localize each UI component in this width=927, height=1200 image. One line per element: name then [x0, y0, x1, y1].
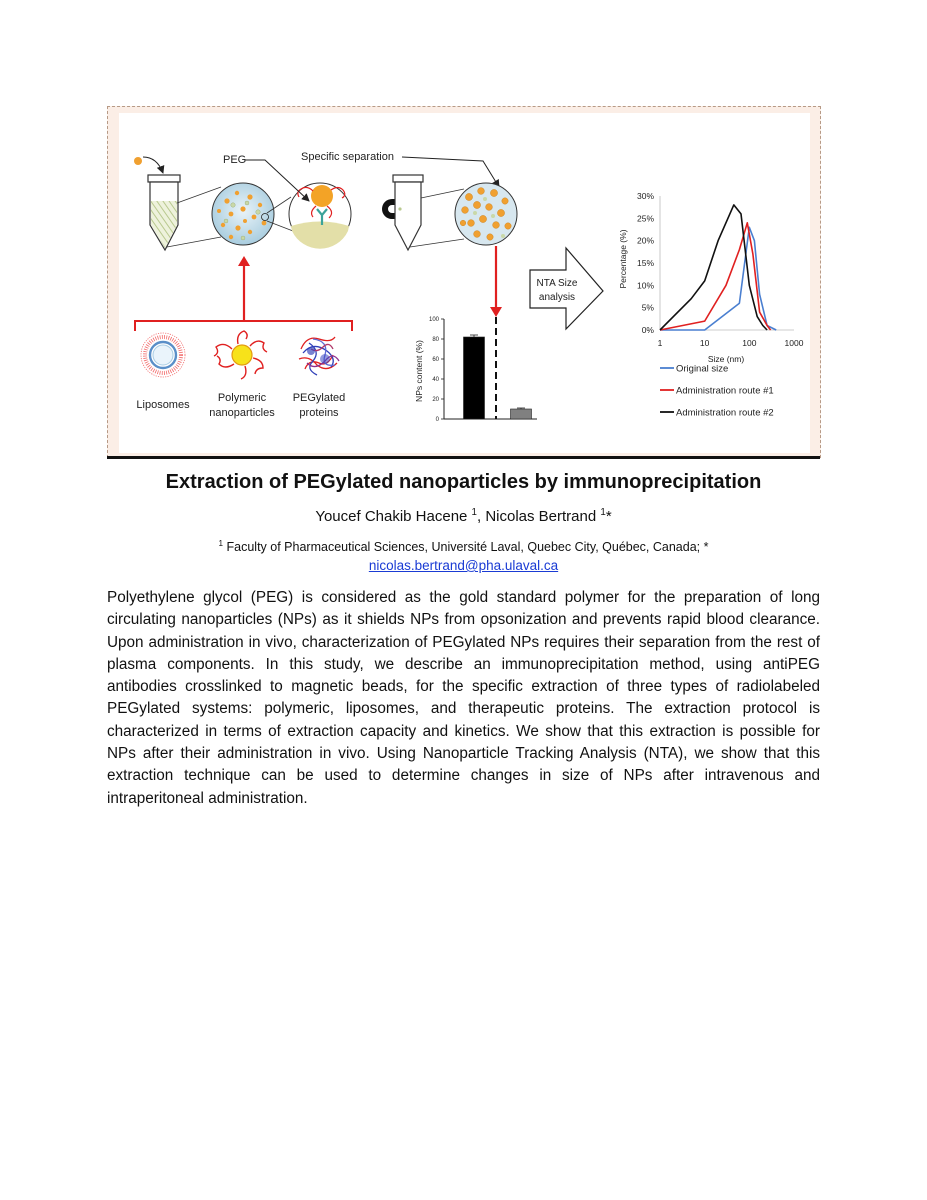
line-chart-xlabel: Size (nm) — [707, 354, 745, 364]
polymeric-label-line1: Polymeric — [217, 392, 267, 404]
line-chart-ytick-label: 30% — [636, 191, 654, 201]
line-chart-ytick-label: 25% — [636, 213, 654, 224]
bar-chart-ytick-label: 20 — [432, 397, 439, 403]
legend-label-1: Original size — [676, 363, 729, 375]
line-chart-xtick-label: 10 — [699, 338, 710, 348]
line-chart-ytick-label: 10% — [636, 280, 654, 291]
nta-size-analysis-arrow — [530, 248, 603, 329]
paper-title: Extraction of PEGylated nanoparticles by immunoprecipitation — [165, 471, 762, 493]
email-link[interactable]: nicolas.bertrand@pha.ulaval.ca — [368, 558, 559, 573]
polymeric-label-line2: nanoparticles — [209, 407, 275, 419]
bar-2 — [511, 409, 532, 419]
plasma-dish — [212, 183, 274, 245]
line-chart-ytick-label: 5% — [641, 302, 654, 313]
legend-label-3: Administration route #2 — [676, 407, 774, 419]
polymeric-nanoparticle-icon — [214, 331, 267, 379]
bar-chart-ytick-label: 40 — [432, 377, 439, 383]
size-distribution-line-chart — [618, 191, 804, 419]
nanoparticle-dot — [134, 157, 142, 165]
contact-email — [0, 558, 927, 573]
bead-closeup-dish — [289, 183, 351, 249]
affiliation — [0, 540, 927, 554]
graphical-abstract-svg — [119, 113, 810, 453]
liposome-icon — [141, 333, 185, 377]
author-separator: , Nicolas Bertrand — [476, 508, 601, 525]
beads-dish — [455, 183, 517, 245]
affiliation-text: Faculty of Pharmaceutical Sciences, Université Laval, Quebec City, Québec, Canada; * — [223, 540, 709, 554]
line-chart-ylabel: Percentage (%) — [618, 229, 628, 289]
nps-content-bar-chart — [414, 317, 537, 423]
corresponding-mark: * — [605, 508, 612, 525]
line-chart-ytick-label: 20% — [636, 235, 654, 246]
graphical-abstract — [107, 106, 821, 458]
author-line — [0, 508, 927, 525]
affiliation-number: 1 — [218, 538, 224, 548]
graphical-abstract-panel — [119, 113, 810, 453]
bar-chart-ytick-label: 0 — [435, 417, 439, 423]
line-chart-xtick-label: 1000 — [784, 338, 804, 348]
bar-chart-ytick-label: 100 — [428, 317, 439, 323]
pegylated-label-line2: proteins — [299, 407, 339, 419]
line-chart-ytick-label: 15% — [636, 258, 654, 268]
pegylated-label-line1: PEGylated — [292, 392, 346, 404]
author-1-affiliation: 1 — [471, 507, 477, 518]
liposomes-label: Liposomes — [136, 399, 190, 411]
author-2-affiliation: 1 — [600, 507, 606, 518]
figure-bottom-rule — [107, 456, 820, 459]
nanoparticle-core — [311, 185, 333, 207]
line-chart-xtick-label: 1 — [657, 338, 663, 348]
nta-label-line1: NTA Size — [536, 278, 578, 289]
peg-label: PEG — [223, 154, 247, 166]
bar-1 — [464, 337, 485, 419]
bar-chart-ylabel: NPs content (%) — [414, 340, 424, 402]
pegylated-protein-icon — [299, 337, 339, 375]
nanoparticle-types-bracket — [135, 256, 352, 331]
bar-chart-ytick-label: 80 — [432, 337, 439, 343]
line-chart-ytick-label: 0% — [641, 325, 654, 335]
line-chart-xtick-label: 100 — [742, 338, 757, 348]
specific-separation-label: Specific separation — [301, 151, 394, 163]
author-1: Youcef Chakib Hacene — [315, 508, 472, 525]
legend-label-2: Administration route #1 — [676, 385, 774, 397]
sample-tube-1 — [134, 157, 180, 250]
series-line-3 — [660, 205, 767, 330]
bar-chart-ytick-label: 60 — [432, 357, 439, 363]
red-arrow-up — [238, 256, 250, 266]
abstract-text: Polyethylene glycol (PEG) is considered as the gold standard polymer for the preparation of long circulating nanoparticles (NPs) as it shields NPs from opsonization and prevents rapid blood clearance. Upon administration in vivo, characterization of PEGylated NPs requires their separation from the rest of plasma components. In this study, we describe an immunoprecipitation method, using antiPEG antibodies crosslinked to magnetic beads, for the specific extraction of three types of radiolabeled PEGylated systems: polymeric, liposomes, and therapeutic proteins. The extraction protocol is characterized in terms of extraction capacity and kinetics. We show that this extraction is possible for NPs after their administration in vivo. Using Nanoparticle Tracking Analysis (NTA), we show that this extraction technique can be used to determine changes in size of NPs after intravenous and intraperitoneal administration. — [107, 589, 820, 807]
nta-label-line2: analysis — [538, 292, 576, 303]
sample-tube-2 — [393, 175, 423, 250]
